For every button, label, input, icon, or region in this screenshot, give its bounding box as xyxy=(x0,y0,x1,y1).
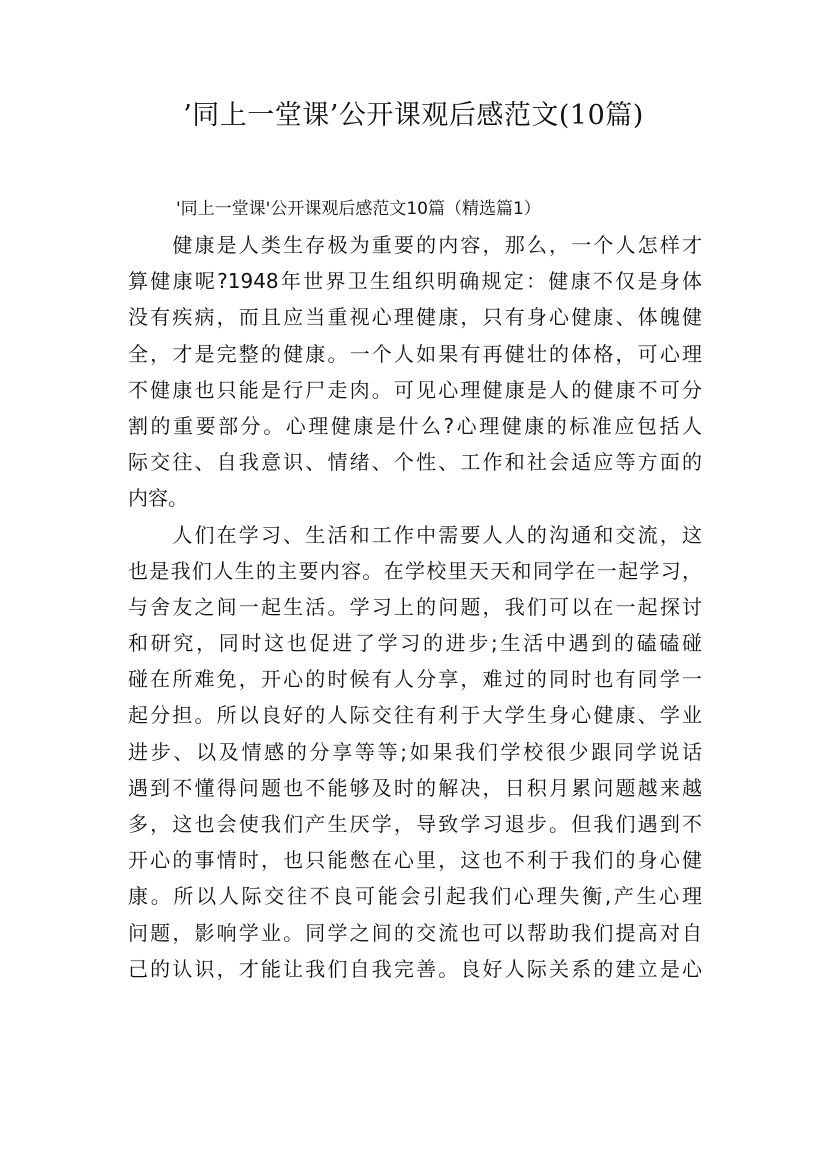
text-line: 开心的事情时，也只能憋在心里，这也不利于我们的身心健 xyxy=(128,848,702,873)
text-line: 遇到不懂得问题也不能够及时的解决，日积月累问题越来越 xyxy=(128,775,702,800)
paragraph xyxy=(128,227,702,517)
text-line: 问题，影响学业。同学之间的交流也可以帮助我们提高对自 xyxy=(128,920,702,945)
document-title: ’同上一堂课’公开课观后感范文(10篇) xyxy=(183,100,644,131)
text-line: 人们在学习、生活和工作中需要人人的沟通和交流，这 xyxy=(128,522,702,547)
text-line: 健康是人类生存极为重要的内容，那么，一个人怎样才 xyxy=(128,233,702,257)
paragraph xyxy=(128,517,702,987)
text-line: 多，这也会使我们产生厌学，导致学习退步。但我们遇到不 xyxy=(128,812,702,836)
text-line: 起分担。所以良好的人际交往有利于大学生身心健康、学业 xyxy=(128,703,702,728)
text-line: 不健康也只能是行尸走肉。可见心理健康是人的健康不可分 xyxy=(128,377,702,402)
text-line: 碰在所难免，开心的时候有人分享，难过的同时也有同学一 xyxy=(128,667,702,692)
document-body xyxy=(128,227,702,987)
text-line: 割的重要部分。心理健康是什么?心理健康的标准应包括人 xyxy=(128,413,702,438)
text-line: 算健康呢?1948年世界卫生组织明确规定：健康不仅是身体 xyxy=(128,269,702,294)
text-line: 己的认识，才能让我们自我完善。良好人际关系的建立是心 xyxy=(128,956,702,981)
text-line: 也是我们人生的主要内容。在学校里天天和同学在一起学习， xyxy=(128,558,702,583)
text-line: 内容。 xyxy=(128,486,188,511)
text-line: 康。所以人际交往不良可能会引起我们心理失衡,产生心理 xyxy=(128,884,702,909)
text-line: 全，才是完整的健康。一个人如果有再健壮的体格，可心理 xyxy=(128,341,702,366)
text-line: 际交往、自我意识、情绪、个性、工作和社会适应等方面的 xyxy=(128,450,702,475)
text-line: 没有疾病，而且应当重视心理健康，只有身心健康、体魄健 xyxy=(128,305,702,330)
text-line: 与舍友之间一起生活。学习上的问题，我们可以在一起探讨 xyxy=(128,594,702,619)
text-line: 和研究，同时这也促进了学习的进步;生活中遇到的磕磕碰 xyxy=(128,631,702,656)
section-heading: '同上一堂课'公开课观后感范文10篇（精选篇1） xyxy=(176,199,541,219)
text-line: 进步、以及情感的分享等等;如果我们学校很少跟同学说话 xyxy=(128,739,702,764)
